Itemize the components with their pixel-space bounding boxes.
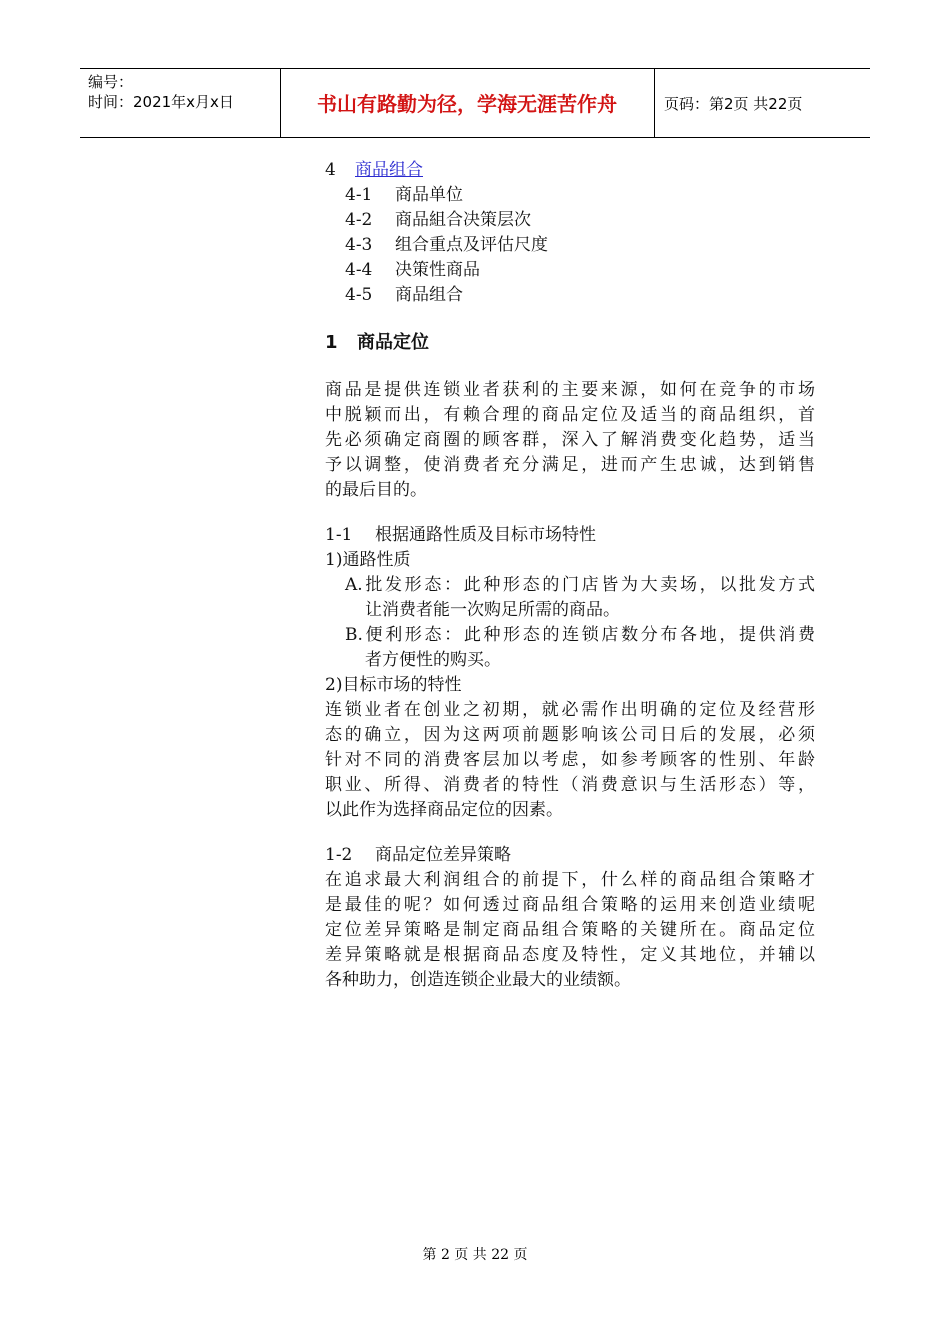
toc-item [325, 258, 815, 283]
spacer [325, 823, 815, 843]
header-time-label: 时间：2021年x月x日 [88, 93, 234, 111]
paragraph-line: 中脱颖而出，有赖合理的商品定位及适当的商品组织，首 [325, 405, 815, 425]
toc-item-number: 4-5 [345, 285, 373, 305]
paragraph-line: 的最后目的。 [325, 480, 427, 500]
toc-item-label: 决策性商品 [395, 260, 480, 280]
paragraph-line: 是最佳的呢？如何透过商品组合策略的运用来创造业绩呢 [325, 895, 815, 915]
toc-item [325, 233, 815, 258]
toc-item-number: 4-3 [345, 235, 373, 255]
paragraph-line: 针对不同的消费客层加以考虑，如参考顾客的性别、年龄 [325, 750, 815, 770]
paragraph-line: 连锁业者在创业之初期，就必需作出明确的定位及经营形 [325, 700, 815, 720]
section-heading [325, 328, 815, 358]
subsection-number: 1-1 [325, 525, 353, 545]
toc-item-number: 4-1 [345, 185, 373, 205]
toc-item [325, 208, 815, 233]
toc-item-label: 商品组合 [395, 285, 463, 305]
subsection-number: 1-2 [325, 845, 353, 865]
toc-item-label: 商品組合决策层次 [395, 210, 531, 230]
paragraph-line: 先必须确定商圈的顾客群，深入了解消费变化趋势，适当 [325, 430, 815, 450]
page-footer: 第 2 页 共 22 页 [422, 1247, 528, 1263]
subsection-heading [325, 523, 815, 548]
toc-item-label: 组合重点及评估尺度 [395, 235, 548, 255]
subsection-title: 商品定位差异策略 [375, 845, 511, 865]
paragraph-line: 定位差异策略是制定商品组合策略的关键所在。商品定位 [325, 920, 815, 940]
list-item-b-line: B.便利形态：此种形态的连锁店数分布各地，提供消费 [345, 625, 815, 645]
intro-paragraph [325, 378, 815, 503]
section-number: 1 [325, 332, 338, 353]
part-title: 2)目标市场的特性 [325, 675, 462, 695]
toc-main-number: 4 [325, 160, 336, 180]
paragraph-line: 各种助力，创造连锁企业最大的业绩额。 [325, 970, 631, 990]
list-item-b-line: 者方便性的购买。 [365, 650, 501, 670]
header-motto: 书山有路勤为径，学海无涯苦作舟 [317, 92, 617, 116]
section-title: 商品定位 [357, 332, 429, 353]
toc-item [325, 283, 815, 308]
toc-main-link[interactable]: 商品组合 [355, 160, 423, 180]
paragraph-line: 在追求最大利润组合的前提下，什么样的商品组合策略才 [325, 870, 815, 890]
list-item-a-line: A.批发形态：此种形态的门店皆为大卖场，以批发方式 [345, 575, 815, 595]
part-title: 1)通路性质 [325, 550, 411, 570]
spacer [325, 358, 815, 378]
subsection-title: 根据通路性质及目标市场特性 [375, 525, 596, 545]
paragraph-line: 以此作为选择商品定位的因素。 [325, 800, 563, 820]
toc-item-number: 4-4 [345, 260, 373, 280]
spacer [325, 308, 815, 328]
paragraph-line: 态的确立，因为这两项前题影响该公司日后的发展，必须 [325, 725, 815, 745]
document-body [325, 158, 815, 993]
paragraph-line: 差异策略就是根据商品态度及特性，定义其地位，并辅以 [325, 945, 815, 965]
header-meta [88, 72, 234, 112]
paragraph-line: 职业、所得、消费者的特性（消费意识与生活形态）等， [325, 775, 815, 795]
subsection-heading [325, 843, 815, 868]
page-header [80, 68, 870, 138]
header-number-label: 编号： [88, 73, 134, 91]
toc-item-number: 4-2 [345, 210, 373, 230]
toc-main-entry [325, 158, 815, 183]
toc-item [325, 183, 815, 208]
list-item-a-line: 让消费者能一次购足所需的商品。 [365, 600, 620, 620]
paragraph-line: 予以调整，使消费者充分满足，进而产生忠诚，达到销售 [325, 455, 815, 475]
spacer [325, 503, 815, 523]
header-divider-right [654, 69, 655, 137]
toc-item-label: 商品单位 [395, 185, 463, 205]
paragraph-line: 商品是提供连锁业者获利的主要来源，如何在竞争的市场 [325, 380, 815, 400]
header-page-info: 页码：第2页 共22页 [664, 95, 803, 113]
